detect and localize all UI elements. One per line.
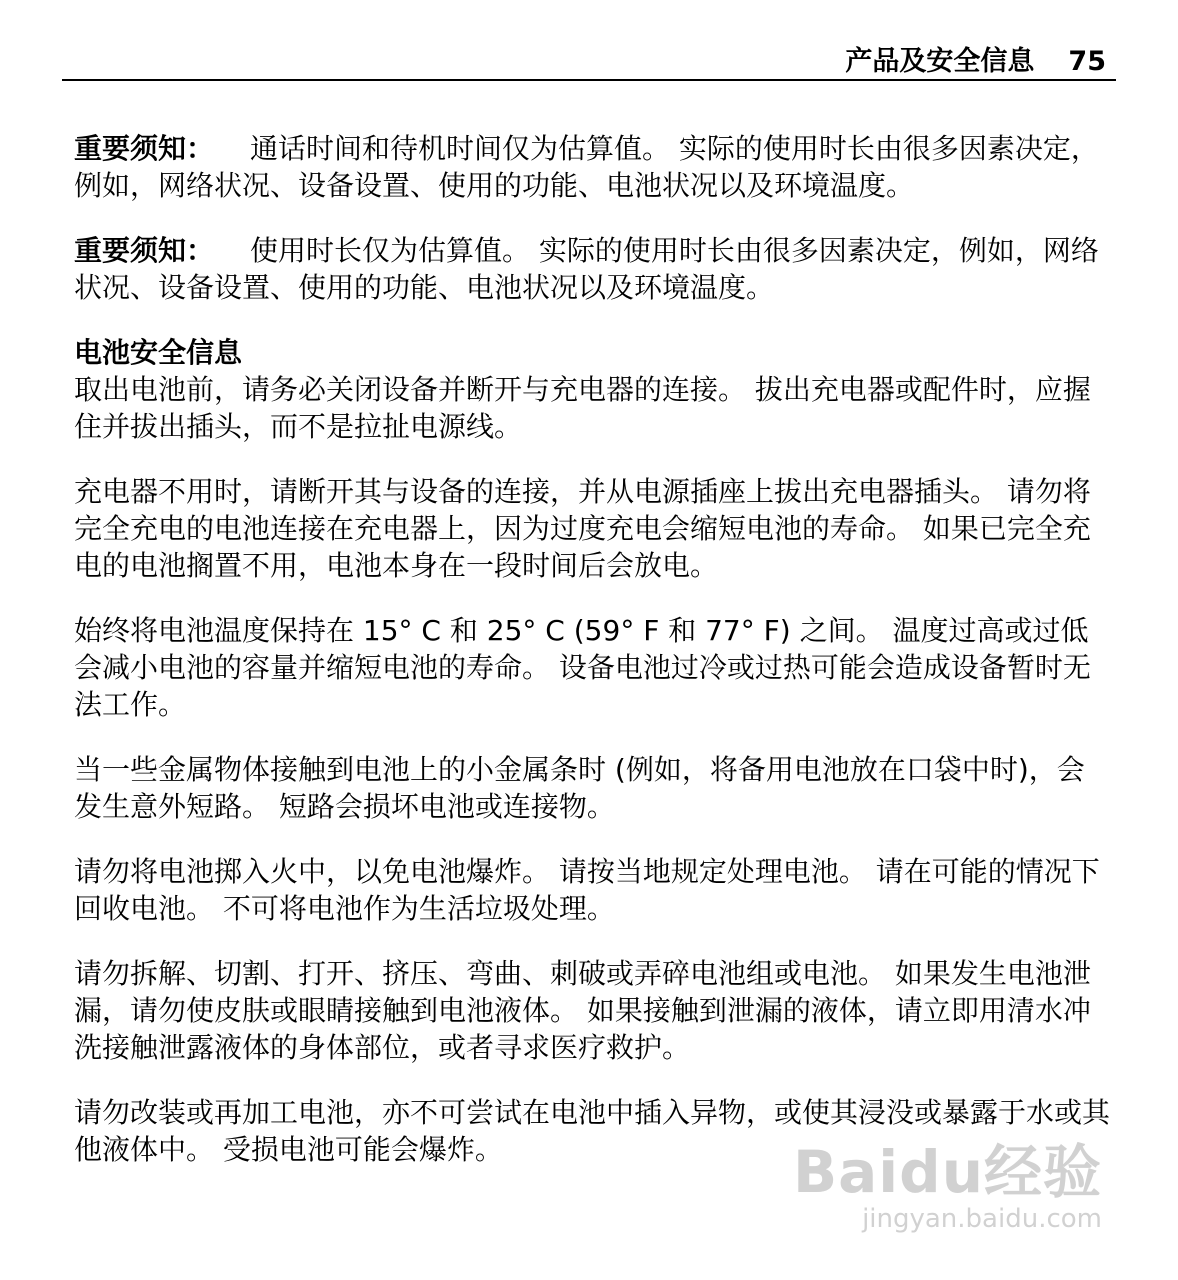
body-paragraph: 始终将电池温度保持在 15° C 和 25° C (59° F 和 77° F) 之间。 温度过高或过低会减小电池的容量并缩短电池的寿命。 设备电池过冷或过热可能会造成设备暂时无法工作。 bbox=[74, 614, 1091, 721]
body-paragraph: 请勿将电池掷入火中，以免电池爆炸。 请按当地规定处理电池。 请在可能的情况下回收电池。 不可将电池作为生活垃圾处理。 bbox=[74, 855, 1100, 925]
note-label: 重要须知： bbox=[74, 234, 215, 267]
header-divider bbox=[62, 79, 1116, 81]
important-note-1 bbox=[74, 130, 1112, 204]
header-title: 产品及安全信息 bbox=[845, 46, 1035, 77]
page-header bbox=[845, 44, 1106, 80]
baidu-jingyan-watermark bbox=[792, 1138, 1102, 1234]
body-paragraph: 请勿拆解、切割、打开、挤压、弯曲、刺破或弄碎电池组或电池。 如果发生电池泄漏，请勿使皮肤或眼睛接触到电池液体。 如果接触到泄漏的液体，请立即用清水冲洗接触泄露液体的身体部位，或者寻求医疗救护。 bbox=[74, 957, 1091, 1064]
body-paragraph: 当一些金属物体接触到电池上的小金属条时 (例如，将备用电池放在口袋中时)，会发生意外短路。 短路会损坏电池或连接物。 bbox=[74, 753, 1085, 823]
watermark-url: jingyan.baidu.com bbox=[862, 1204, 1102, 1234]
body-paragraph: 充电器不用时，请断开其与设备的连接，并从电源插座上拔出充电器插头。 请勿将完全充电的电池连接在充电器上，因为过度充电会缩短电池的寿命。 如果已完全充电的电池搁置不用，电池本身在一段时间后会放电。 bbox=[74, 475, 1091, 582]
body-paragraph: 取出电池前，请务必关闭设备并断开与充电器的连接。 拔出充电器或配件时，应握住并拔出插头，而不是拉扯电源线。 bbox=[74, 373, 1091, 443]
page-number: 75 bbox=[1068, 46, 1106, 77]
important-note-2 bbox=[74, 232, 1112, 306]
note-text: 通话时间和待机时间仅为估算值。 实际的使用时长由很多因素决定，例如，网络状况、设备设置、使用的功能、电池状况以及环境温度。 bbox=[74, 132, 1099, 202]
watermark-logo: Baidu经验 bbox=[792, 1138, 1102, 1206]
body-paragraph: 请勿改装或再加工电池，亦不可尝试在电池中插入异物，或使其浸没或暴露于水或其他液体中。 受损电池可能会爆炸。 bbox=[74, 1096, 1111, 1166]
note-text: 使用时长仅为估算值。 实际的使用时长由很多因素决定，例如，网络状况、设备设置、使用的功能、电池状况以及环境温度。 bbox=[74, 234, 1099, 304]
section-heading-battery-safety: 电池安全信息 bbox=[74, 336, 243, 369]
document-body bbox=[74, 130, 1112, 1196]
note-label: 重要须知： bbox=[74, 132, 215, 165]
